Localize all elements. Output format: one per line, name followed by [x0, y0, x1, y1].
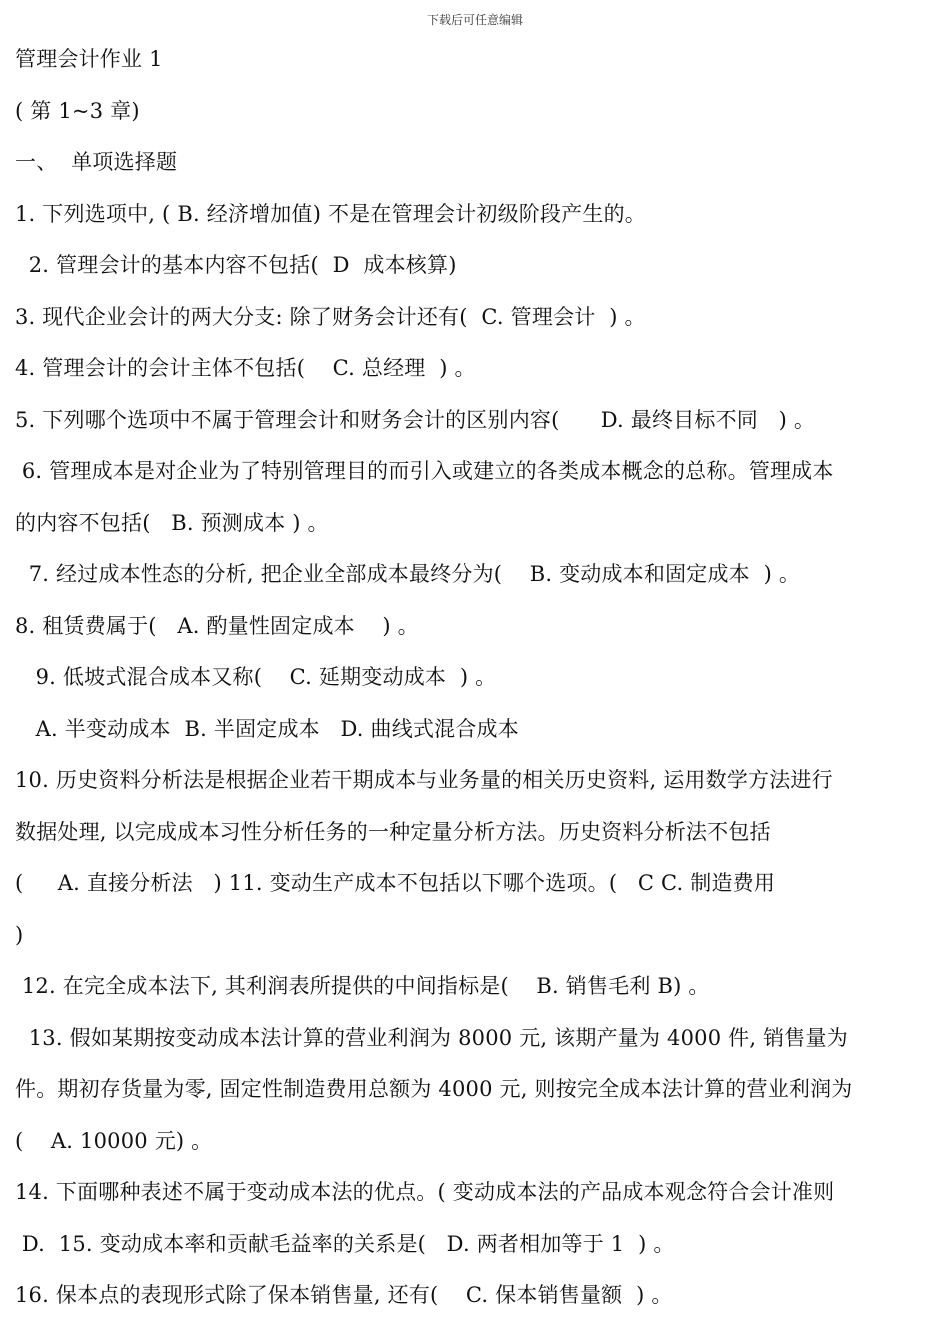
question-line: 6. 管理成本是对企业为了特别管理目的而引入或建立的各类成本概念的总称。管理成本: [15, 459, 834, 483]
header-note: 下载后可任意编辑: [426, 13, 523, 27]
question-line: 7. 经过成本性态的分析, 把企业全部成本最终分为( B. 变动成本和固定成本 ) 。: [15, 562, 801, 586]
question-line: 3. 现代企业会计的两大分支: 除了财务会计还有( C. 管理会计 ) 。: [15, 304, 646, 329]
doc-title: 管理会计作业 1: [15, 47, 163, 71]
question-line: 1. 下列选项中, ( B. 经济增加值) 不是在管理会计初级阶段产生的。: [15, 201, 646, 226]
question-line: 12. 在完全成本法下, 其利润表所提供的中间指标是( B. 销售毛利 B) 。: [15, 974, 710, 998]
question-line: 8. 租赁费属于( A. 酌量性固定成本 ) 。: [15, 613, 419, 638]
question-line: 10. 历史资料分析法是根据企业若干期成本与业务量的相关历史资料, 运用数学方法进行: [15, 768, 833, 792]
answer-options: A. 半变动成本 B. 半固定成本 D. 曲线式混合成本: [15, 716, 519, 741]
question-line: 件。期初存货量为零, 固定性制造费用总额为 4000 元, 则按完全成本法计算的营业利润为: [15, 1077, 853, 1101]
section-heading: 一、 单项选择题: [15, 150, 178, 174]
question-line: 的内容不包括( B. 预测成本 ) 。: [15, 510, 329, 535]
question-line: 16. 保本点的表现形式除了保本销售量, 还有( C. 保本销售量额 ) 。: [15, 1283, 673, 1307]
chapter-range: ( 第 1~3 章): [15, 98, 140, 123]
question-line: 5. 下列哪个选项中不属于管理会计和财务会计的区别内容( D. 最终目标不同 ) 。: [15, 407, 816, 432]
question-line: ): [15, 922, 24, 947]
question-line: ( A. 10000 元) 。: [15, 1128, 213, 1153]
question-line: 14. 下面哪种表述不属于变动成本法的优点。( 变动成本法的产品成本观念符合会计准则: [15, 1180, 835, 1204]
question-line: 数据处理, 以完成成本习性分析任务的一种定量分析方法。历史资料分析法不包括: [15, 819, 771, 844]
question-line: 9. 低坡式混合成本又称( C. 延期变动成本 ) 。: [15, 665, 497, 689]
document-body: [15, 34, 935, 1322]
question-line: 4. 管理会计的会计主体不包括( C. 总经理 ) 。: [15, 356, 476, 380]
question-line: ( A. 直接分析法 ) 11. 变动生产成本不包括以下哪个选项。( C C. 制造费用: [15, 871, 776, 895]
question-line: 13. 假如某期按变动成本法计算的营业利润为 8000 元, 该期产量为 4000 件, 销售量为: [15, 1025, 848, 1050]
question-line: 2. 管理会计的基本内容不包括( D 成本核算): [15, 253, 457, 277]
question-line: D. 15. 变动成本率和贡献毛益率的关系是( D. 两者相加等于 1 ) 。: [15, 1231, 675, 1256]
